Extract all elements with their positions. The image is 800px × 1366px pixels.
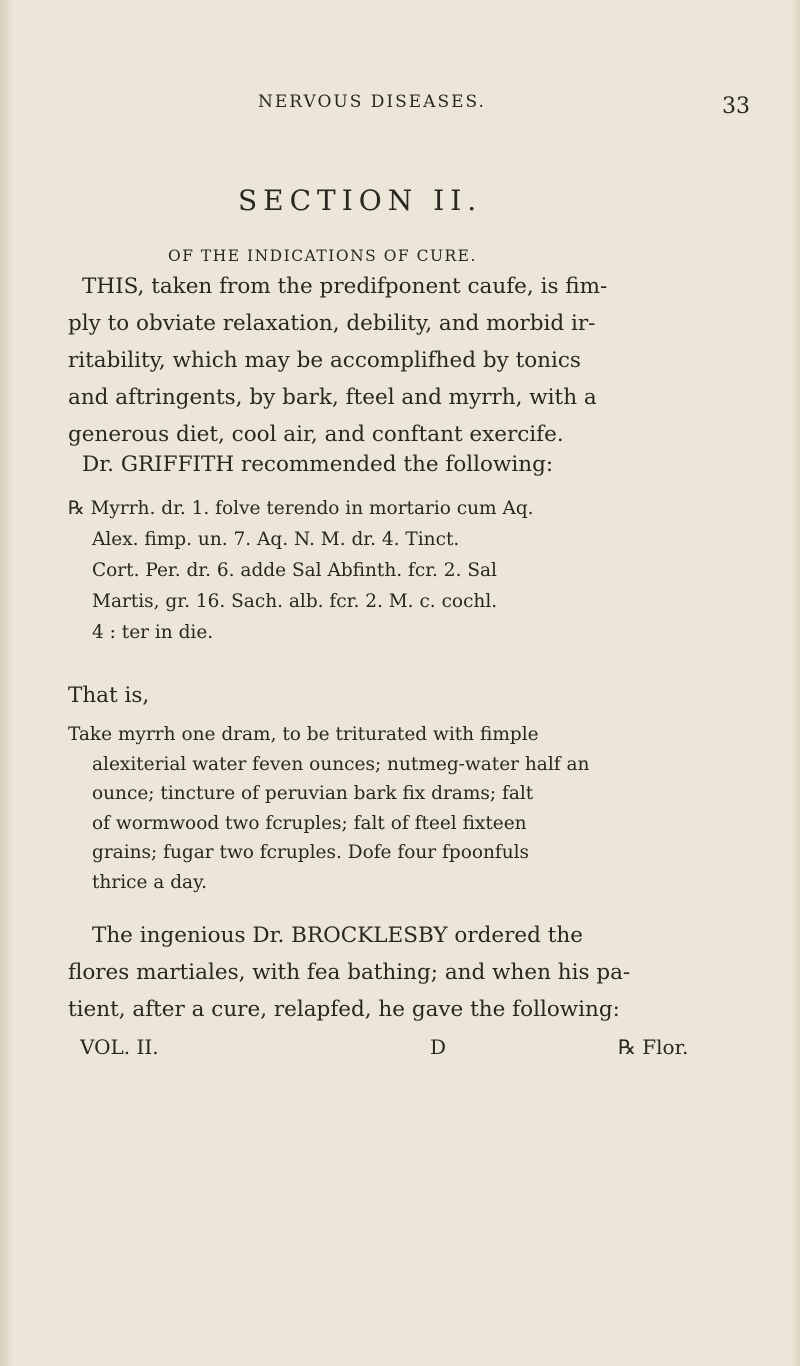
text-line: tient, after a cure, relapfed, he gave the following: xyxy=(68,997,620,1022)
text-line: THIS, taken from the predifponent caufe, is fim- xyxy=(82,274,608,299)
section-title: SECTION II. xyxy=(238,184,483,217)
text-line: generous diet, cool air, and conftant exercife. xyxy=(68,422,564,447)
paragraph-indications xyxy=(68,268,738,453)
running-title: NERVOUS DISEASES. xyxy=(258,92,486,112)
text-line: Martis, gr. 16. Sach. alb. fcr. 2. M. c. cochl. xyxy=(92,591,498,612)
volume-mark: VOL. II. xyxy=(80,1035,159,1059)
text-line: The ingenious Dr. BROCKLESBY ordered the xyxy=(92,923,583,948)
paragraph-griffith: Dr. GRIFFITH recommended the following: xyxy=(82,452,554,477)
text-line: flores martiales, with fea bathing; and when his pa- xyxy=(68,960,631,985)
text-line: ounce; tincture of peruvian bark fix drams; falt xyxy=(92,783,534,804)
paragraph-brocklesby xyxy=(68,917,738,1028)
section-subtitle: OF THE INDICATIONS OF CURE. xyxy=(168,247,477,265)
text-line: ply to obviate relaxation, debility, and morbid ir- xyxy=(68,311,596,336)
prescription-griffith xyxy=(68,493,732,648)
page-edge-shadow xyxy=(792,0,800,1366)
text-line: Alex. fimp. un. 7. Aq. N. M. dr. 4. Tinct. xyxy=(92,529,460,550)
text-line: ritability, which may be accomplifhed by tonics xyxy=(68,348,581,373)
text-line: ℞ Myrrh. dr. 1. folve terendo in mortario cum Aq. xyxy=(68,498,534,519)
text-line: 4 : ter in die. xyxy=(92,622,214,643)
that-is-label: That is, xyxy=(68,683,150,708)
prescription-translation xyxy=(68,720,732,897)
page-spine-shadow xyxy=(0,0,14,1366)
signature-mark: D xyxy=(430,1035,447,1059)
text-line: and aftringents, by bark, fteel and myrrh, with a xyxy=(68,385,597,410)
catchword: ℞ Flor. xyxy=(618,1035,689,1059)
text-line: Take myrrh one dram, to be triturated with fimple xyxy=(68,724,539,745)
text-line: of wormwood two fcruples; falt of fteel fixteen xyxy=(92,812,527,834)
text-line: grains; fugar two fcruples. Dofe four fpoonfuls xyxy=(92,842,530,863)
text-line: Cort. Per. dr. 6. adde Sal Abfinth. fcr. 2. Sal xyxy=(92,560,497,581)
text-line: alexiterial water feven ounces; nutmeg-water half an xyxy=(92,753,590,775)
text-line: thrice a day. xyxy=(92,871,207,893)
page-number: 33 xyxy=(722,94,750,119)
